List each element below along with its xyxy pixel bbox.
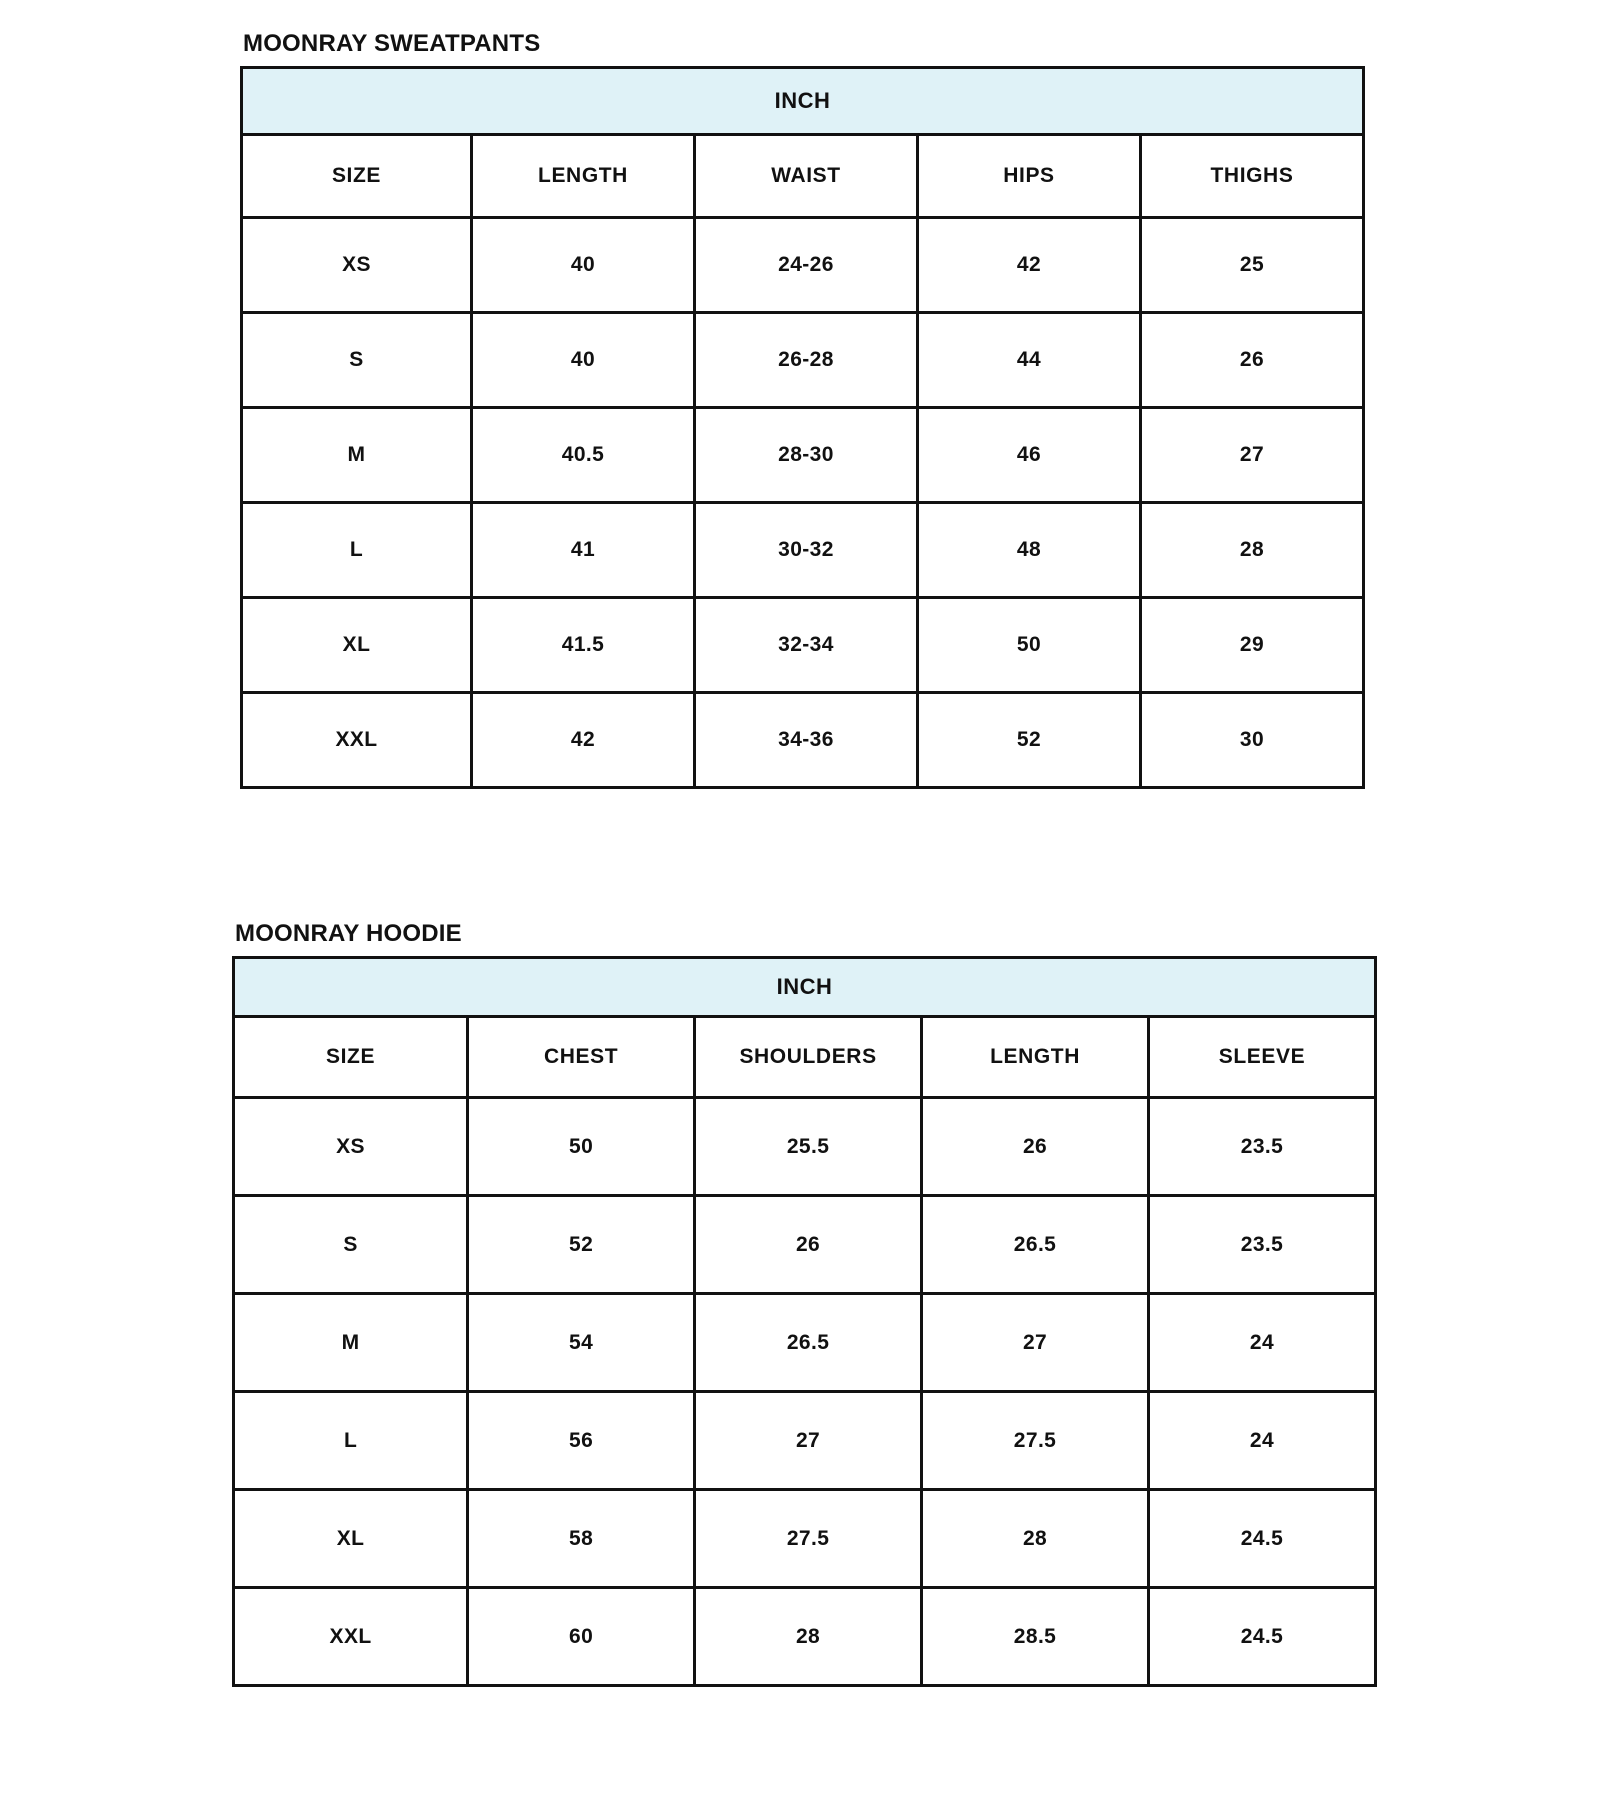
cell-size: M [242, 408, 472, 503]
cell-hips: 42 [917, 218, 1140, 313]
cell-size: M [234, 1294, 468, 1392]
table-row [234, 1196, 1376, 1294]
cell-size: S [242, 313, 472, 408]
cell-length: 41 [472, 503, 695, 598]
cell-length: 26 [922, 1098, 1149, 1196]
unit-label: INCH [234, 958, 1376, 1017]
cell-size: L [234, 1392, 468, 1490]
cell-sleeve: 24.5 [1149, 1490, 1376, 1588]
cell-length: 26.5 [922, 1196, 1149, 1294]
cell-length: 40.5 [472, 408, 695, 503]
cell-thighs: 25 [1140, 218, 1363, 313]
cell-sleeve: 24 [1149, 1392, 1376, 1490]
cell-shoulders: 26 [695, 1196, 922, 1294]
cell-waist: 28-30 [694, 408, 917, 503]
cell-length: 40 [472, 313, 695, 408]
cell-chest: 58 [468, 1490, 695, 1588]
cell-shoulders: 28 [695, 1588, 922, 1686]
table-row [234, 1490, 1376, 1588]
cell-thighs: 28 [1140, 503, 1363, 598]
cell-size: XL [242, 598, 472, 693]
cell-shoulders: 27.5 [695, 1490, 922, 1588]
cell-waist: 30-32 [694, 503, 917, 598]
unit-header-row [234, 958, 1376, 1017]
cell-chest: 60 [468, 1588, 695, 1686]
cell-shoulders: 26.5 [695, 1294, 922, 1392]
cell-hips: 44 [917, 313, 1140, 408]
cell-thighs: 27 [1140, 408, 1363, 503]
cell-thighs: 26 [1140, 313, 1363, 408]
cell-thighs: 30 [1140, 693, 1363, 788]
table-row [242, 408, 1364, 503]
table-row [234, 1294, 1376, 1392]
cell-hips: 50 [917, 598, 1140, 693]
hoodie-size-section [232, 920, 1377, 1687]
hoodie-chart-title: MOONRAY HOODIE [235, 920, 462, 947]
cell-hips: 46 [917, 408, 1140, 503]
cell-size: XL [234, 1490, 468, 1588]
sweatpants-chart-title: MOONRAY SWEATPANTS [243, 30, 541, 57]
column-header-row [234, 1017, 1376, 1098]
column-header-length: LENGTH [472, 135, 695, 218]
cell-size: XS [242, 218, 472, 313]
column-header-size: SIZE [234, 1017, 468, 1098]
table-row [242, 503, 1364, 598]
cell-chest: 52 [468, 1196, 695, 1294]
cell-waist: 24-26 [694, 218, 917, 313]
table-row [242, 313, 1364, 408]
unit-header-row [242, 68, 1364, 135]
cell-sleeve: 24.5 [1149, 1588, 1376, 1686]
cell-chest: 50 [468, 1098, 695, 1196]
column-header-hips: HIPS [917, 135, 1140, 218]
unit-label: INCH [242, 68, 1364, 135]
cell-hips: 52 [917, 693, 1140, 788]
cell-size: XS [234, 1098, 468, 1196]
cell-length: 27.5 [922, 1392, 1149, 1490]
table-row [234, 1588, 1376, 1686]
cell-shoulders: 25.5 [695, 1098, 922, 1196]
cell-waist: 26-28 [694, 313, 917, 408]
cell-length: 40 [472, 218, 695, 313]
column-header-sleeve: SLEEVE [1149, 1017, 1376, 1098]
cell-hips: 48 [917, 503, 1140, 598]
cell-size: L [242, 503, 472, 598]
table-row [242, 218, 1364, 313]
table-row [242, 693, 1364, 788]
cell-chest: 56 [468, 1392, 695, 1490]
table-row [234, 1098, 1376, 1196]
cell-thighs: 29 [1140, 598, 1363, 693]
cell-length: 27 [922, 1294, 1149, 1392]
sweatpants-size-table [240, 66, 1365, 789]
table-row [234, 1392, 1376, 1490]
column-header-shoulders: SHOULDERS [695, 1017, 922, 1098]
cell-waist: 32-34 [694, 598, 917, 693]
column-header-chest: CHEST [468, 1017, 695, 1098]
column-header-waist: WAIST [694, 135, 917, 218]
cell-sleeve: 23.5 [1149, 1098, 1376, 1196]
cell-size: XXL [234, 1588, 468, 1686]
cell-size: S [234, 1196, 468, 1294]
cell-size: XXL [242, 693, 472, 788]
cell-length: 41.5 [472, 598, 695, 693]
column-header-thighs: THIGHS [1140, 135, 1363, 218]
sweatpants-size-section [240, 30, 1365, 789]
cell-sleeve: 24 [1149, 1294, 1376, 1392]
cell-length: 42 [472, 693, 695, 788]
column-header-row [242, 135, 1364, 218]
cell-shoulders: 27 [695, 1392, 922, 1490]
column-header-length: LENGTH [922, 1017, 1149, 1098]
table-row [242, 598, 1364, 693]
cell-sleeve: 23.5 [1149, 1196, 1376, 1294]
cell-length: 28 [922, 1490, 1149, 1588]
cell-length: 28.5 [922, 1588, 1149, 1686]
column-header-size: SIZE [242, 135, 472, 218]
hoodie-size-table [232, 956, 1377, 1687]
cell-chest: 54 [468, 1294, 695, 1392]
cell-waist: 34-36 [694, 693, 917, 788]
